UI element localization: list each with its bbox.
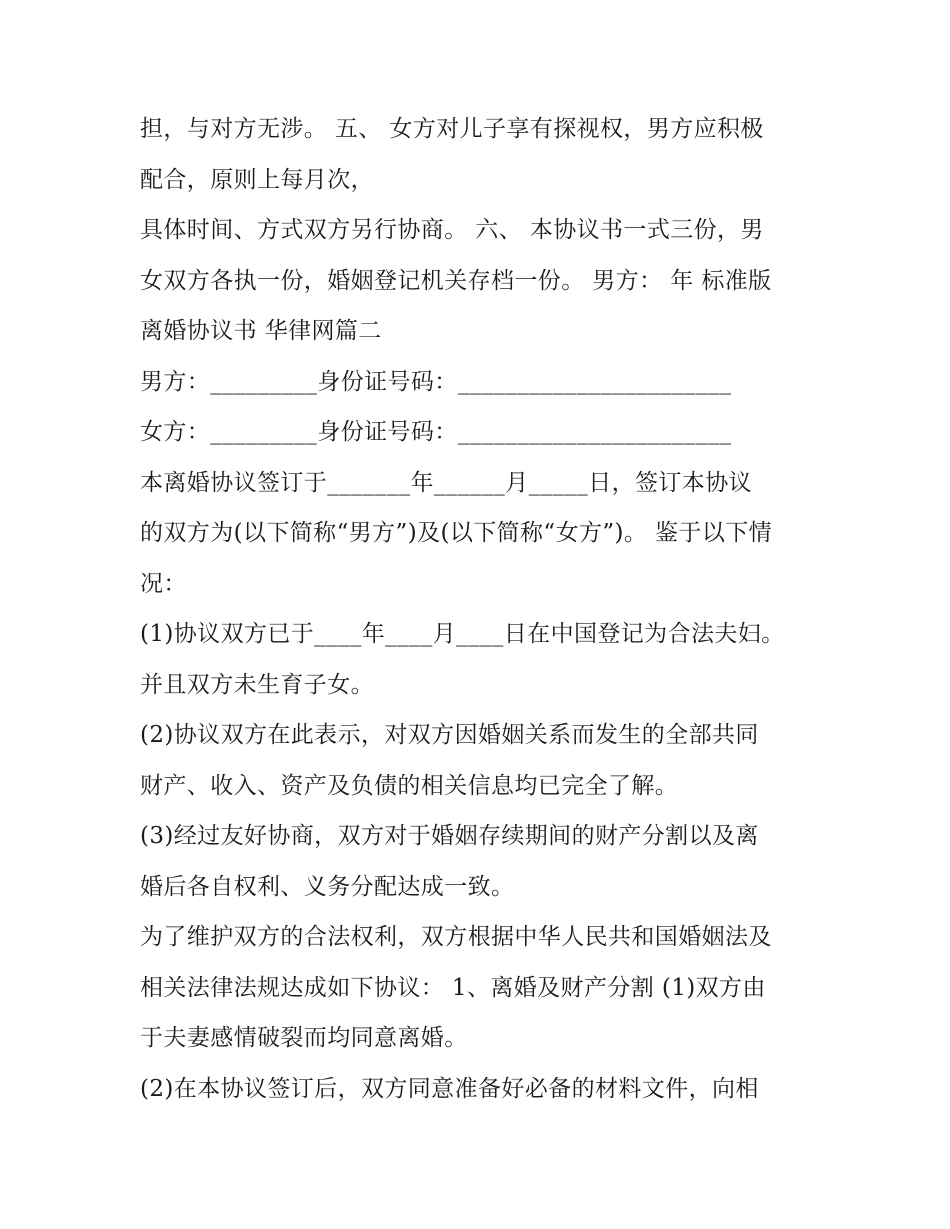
text-line: (2)协议双方在此表示，对双方因婚姻关系而发生的全部共同 [140,722,759,748]
text-line: (3)经过友好协商，双方对于婚姻存续期间的财产分割以及离 [140,823,759,849]
text-line: (1)协议双方已于____年____月____日在中国登记为合法夫妇。 [140,621,785,647]
text-line: 女双方各执一份，婚姻登记机关存档一份。 男方： 年 标准版 [140,267,772,294]
text-line: 担，与对方无涉。 五、 女方对儿子享有探视权，男方应积极 [140,116,764,142]
text-line: 具体时间、方式双方另行协商。 六、 本协议书一式三份，男 [140,217,764,243]
text-line: 为了维护双方的合法权利，双方根据中华人民共和国婚姻法及 [140,924,772,950]
text-line: 财产、收入、资产及负债的相关信息均已完全了解。 [140,772,679,799]
text-line: 婚后各自权利、义务分配达成一致。 [140,873,515,900]
text-line: 并且双方未生育子女。 [140,671,374,698]
text-line: 配合，原则上每月次， [140,166,374,193]
document-body [140,104,820,1114]
text-line: 男方：_________身份证号码：_______________________ [140,368,732,395]
text-line: 于夫妻感情破裂而均同意离婚。 [140,1025,468,1051]
text-line: 女方：_________身份证号码：_______________________ [140,419,732,445]
text-line: 离婚协议书 华律网篇二 [140,318,382,344]
text-line: (2)在本协议签订后，双方同意准备好必备的材料文件，向相 [140,1075,759,1102]
text-line: 的双方为(以下简称“男方”)及(以下简称“女方”)。 鉴于以下情 [140,520,773,546]
text-line: 相关法律法规达成如下协议： 1、离婚及财产分割 (1)双方由 [140,974,766,1001]
text-line: 况： [140,570,187,597]
text-line: 本离婚协议签订于_______年______月_____日，签订本协议 [140,469,752,496]
